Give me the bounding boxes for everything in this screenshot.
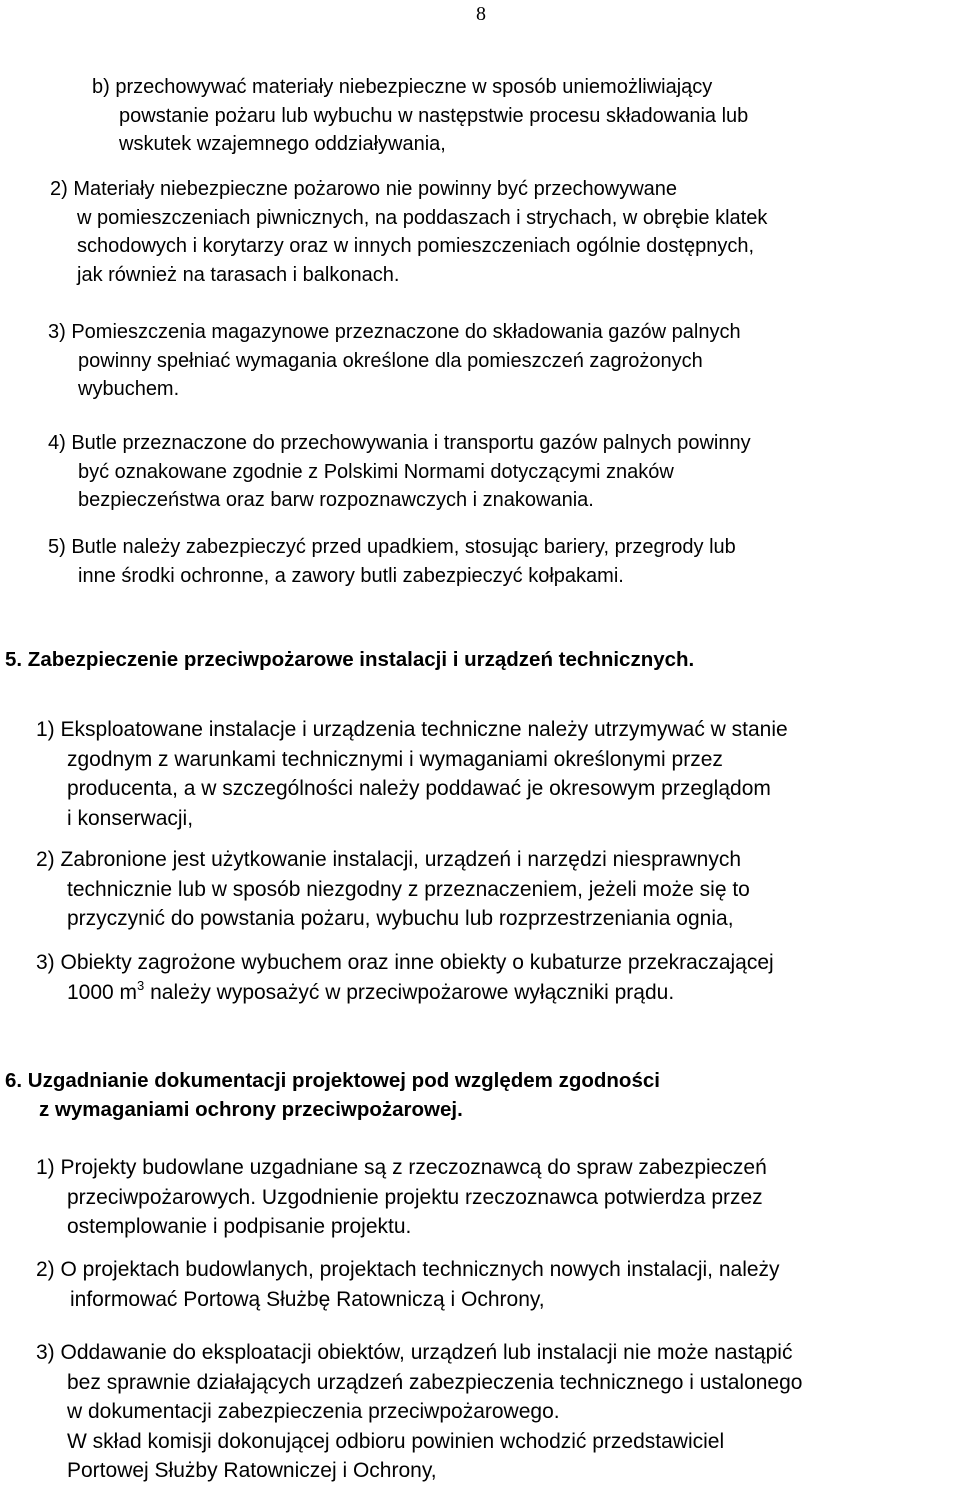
text-fragment: należy wyposażyć w przeciwpożarowe wyłączniki prądu. [144, 980, 675, 1004]
text-line: Portowej Służby Ratowniczej i Ochrony, [67, 1459, 437, 1482]
text-line: 2) Zabronione jest użytkowanie instalacji, urządzeń i narzędzi niesprawnych [36, 848, 742, 871]
text-line: 2) O projektach budowlanych, projektach technicznych nowych instalacji, należy [36, 1258, 780, 1281]
text-line: 3) Pomieszczenia magazynowe przeznaczone do składowania gazów palnych [48, 321, 741, 343]
text-line: producenta, a w szczególności należy poddawać je okresowym przeglądom [67, 777, 771, 800]
section-5-heading [5, 645, 694, 674]
section-5-item-1 [36, 715, 788, 833]
text-line: ostemplowanie i podpisanie projektu. [67, 1215, 412, 1238]
text-line: 2) Materiały niebezpieczne pożarowo nie powinny być przechowywane [50, 178, 678, 200]
text-line: 5) Butle należy zabezpieczyć przed upadkiem, stosując bariery, przegrody lub [48, 536, 736, 558]
item-4-paragraph [48, 429, 751, 515]
item-2-paragraph [50, 175, 767, 289]
text-line: wskutek wzajemnego oddziaływania, [119, 133, 446, 155]
heading-line: z wymaganiami ochrony przeciwpożarowej. [39, 1098, 463, 1121]
text-line: 3) Oddawanie do eksploatacji obiektów, urządzeń lub instalacji nie może nastąpić [36, 1341, 793, 1364]
text-line: być oznakowane zgodnie z Polskimi Normami dotyczącymi znaków [78, 460, 674, 483]
heading-line: 6. Uzgadnianie dokumentacji projektowej pod względem zgodności [5, 1069, 660, 1092]
text-line: i konserwacji, [67, 806, 194, 830]
text-line: 3) Obiekty zagrożone wybuchem oraz inne obiekty o kubaturze przekraczającej [36, 951, 774, 974]
text-line: przeciwpożarowych. Uzgodnienie projektu rzeczoznawca potwierdza przez [67, 1185, 763, 1209]
text-line [36, 978, 774, 1008]
text-line: 4) Butle przeznaczone do przechowywania i transportu gazów palnych powinny [48, 432, 751, 454]
page-number: 8 [476, 3, 486, 25]
text-line: w dokumentacji zabezpieczenia przeciwpożarowego. [67, 1400, 560, 1423]
heading-line: 5. Zabezpieczenie przeciwpożarowe instalacji i urządzeń technicznych. [5, 648, 695, 671]
text-line: jak również na tarasach i balkonach. [77, 263, 400, 286]
text-line: zgodnym z warunkami technicznymi i wymaganiami określonymi przez [67, 747, 723, 771]
text-line: 1) Projekty budowlane uzgadniane są z rzeczoznawcą do spraw zabezpieczeń [36, 1156, 767, 1179]
text-line: W skład komisji dokonującej odbioru powinien wchodzić przedstawiciel [67, 1429, 725, 1453]
text-line: b) przechowywać materiały niebezpieczne w sposób uniemożliwiający [92, 76, 713, 98]
text-line: 1) Eksploatowane instalacje i urządzenia techniczne należy utrzymywać w stanie [36, 718, 788, 741]
item-3-paragraph [48, 318, 741, 404]
text-line: inne środki ochronne, a zawory butli zabezpieczyć kołpakami. [78, 564, 624, 587]
section-6-heading [5, 1066, 660, 1124]
section-5-item-2 [36, 845, 750, 934]
text-line: powinny spełniać wymagania określone dla pomieszczeń zagrożonych [78, 349, 703, 372]
section-5-item-3 [36, 948, 774, 1007]
item-b-paragraph [92, 73, 748, 159]
superscript: 3 [137, 977, 145, 993]
text-line: informować Portową Służbę Ratowniczą i Ochrony, [70, 1287, 545, 1311]
text-line: technicznie lub w sposób niezgodny z przeznaczeniem, jeżeli może się to [67, 877, 750, 901]
section-6-item-2 [36, 1255, 780, 1314]
section-6-item-3 [36, 1338, 802, 1486]
text-fragment: 1000 m [67, 980, 138, 1004]
section-6-item-1 [36, 1153, 767, 1242]
text-line: wybuchem. [78, 378, 180, 400]
item-5-paragraph [48, 533, 736, 590]
text-line: przyczynić do powstania pożaru, wybuchu lub rozprzestrzeniania ognia, [67, 907, 734, 930]
text-line: schodowych i korytarzy oraz w innych pomieszczeniach ogólnie dostępnych, [77, 235, 755, 257]
text-line: bezpieczeństwa oraz barw rozpoznawczych i znakowania. [78, 489, 594, 511]
text-line: w pomieszczeniach piwnicznych, na poddaszach i strychach, w obrębie klatek [77, 206, 768, 229]
text-line: powstanie pożaru lub wybuchu w następstwie procesu składowania lub [119, 104, 749, 127]
text-line: bez sprawnie działających urządzeń zabezpieczenia technicznego i ustalonego [67, 1370, 803, 1394]
